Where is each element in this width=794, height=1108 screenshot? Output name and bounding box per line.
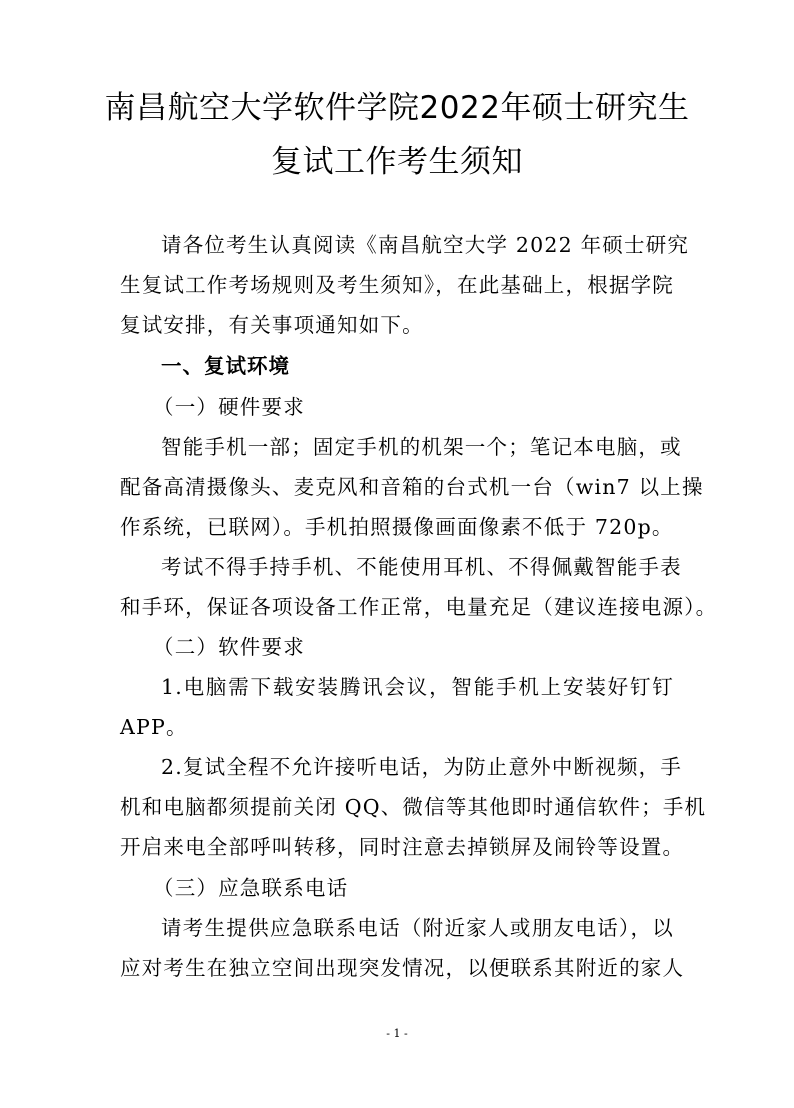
document-title-line2: 复试工作考生须知 (271, 144, 523, 180)
software-item-line: 机和电脑都须提前关闭 QQ、微信等其他即时通信软件；手机 (120, 795, 707, 819)
hardware-paragraph-line: 作系统，已联网）。手机拍照摄像画面像素不低于 720p。 (120, 515, 674, 539)
document-title-line1: 南昌航空大学软件学院2022年硕士研究生 (104, 90, 690, 126)
hardware-rule-line: 和手环，保证各项设备工作正常，电量充足（建议连接电源）。 (120, 595, 718, 619)
hardware-paragraph-line: 配备高清摄像头、麦克风和音箱的台式机一台（win7 以上操 (120, 475, 704, 499)
software-item-line: 1.电脑需下载安装腾讯会议，智能手机上安装好钉钉 (161, 675, 674, 699)
emergency-paragraph-line: 应对考生在独立空间出现突发情况，以便联系其附近的家人 (120, 956, 685, 980)
section-heading-environment: 一、复试环境 (161, 354, 290, 378)
subsection-heading-hardware: （一）硬件要求 (153, 395, 305, 419)
intro-line: 复试安排，有关事项通知如下。 (120, 313, 424, 337)
software-item-line: 2.复试全程不允许接听电话，为防止意外中断视频，手 (161, 755, 683, 779)
page-number: - 1 - (386, 1027, 408, 1040)
intro-line: 生复试工作考场规则及考生须知》，在此基础上，根据学院 (120, 273, 674, 297)
software-item-line: APP。 (120, 715, 188, 739)
software-item-line: 开启来电全部呼叫转移，同时注意去掉锁屏及闹铃等设置。 (120, 835, 685, 859)
intro-line: 请各位考生认真阅读《南昌航空大学 2022 年硕士研究 (161, 233, 690, 257)
emergency-paragraph-line: 请考生提供应急联系电话（附近家人或朋友电话），以 (161, 916, 674, 940)
subsection-heading-software: （二）软件要求 (153, 635, 305, 659)
subsection-heading-emergency: （三）应急联系电话 (153, 876, 349, 900)
hardware-paragraph-line: 智能手机一部；固定手机的机架一个；笔记本电脑，或 (161, 435, 682, 459)
hardware-rule-line: 考试不得手持手机、不能使用耳机、不得佩戴智能手表 (161, 555, 682, 579)
